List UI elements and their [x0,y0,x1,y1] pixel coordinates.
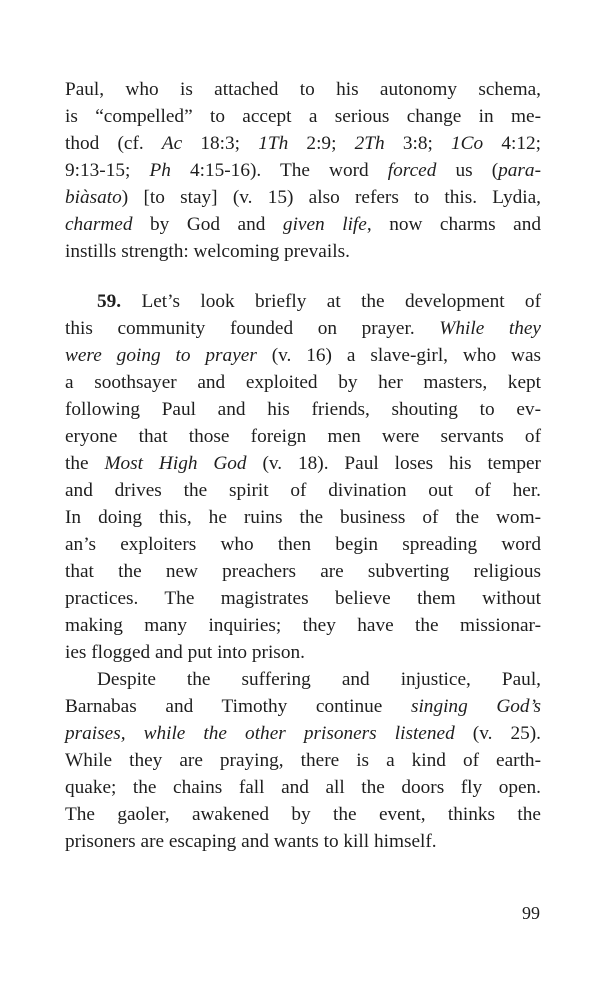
text-line [65,315,541,342]
text-segment: 18:3; [182,133,259,154]
italic-text: forced [387,160,437,181]
text-line [65,157,541,184]
italic-text: praises, while the other prisoners listened [65,723,455,744]
text-segment: an’s exploiters who then begin spreading word [65,534,541,555]
text-line [65,76,541,103]
text-segment: quake; the chains fall and all the doors fly open. [65,777,541,798]
text-line [65,396,541,423]
text-line [65,504,541,531]
italic-text: were going to prayer [65,345,257,366]
italic-text: given life [282,214,367,235]
paragraph [65,76,541,265]
text-line [65,585,541,612]
text-segment: us ( [436,160,499,181]
text-segment: Barnabas and Timothy continue [65,696,411,717]
text-segment: , now charms and [366,214,541,235]
text-segment: ies flogged and put into prison. [65,642,305,663]
text-segment: Let’s look briefly at the development of [121,291,541,312]
text-segment: prisoners are escaping and wants to kill himself. [65,831,437,852]
italic-text: biàsato [65,187,122,208]
italic-text: Ac [161,133,183,154]
italic-text: Ph [149,160,171,181]
italic-text: charmed [65,214,133,235]
text-segment: Paul, who is attached to his autonomy schema, [65,79,541,100]
text-segment: 2:9; [288,133,355,154]
text-segment: by God and [132,214,283,235]
text-line [65,369,541,396]
section-number: 59. [97,291,122,312]
text-line [65,130,541,157]
paragraph [65,288,541,666]
text-line [65,531,541,558]
text-segment: that the new preachers are subverting religious [65,561,541,582]
text-line [65,342,541,369]
text-segment: 9:13-15; [65,160,150,181]
text-segment: a soothsayer and exploited by her masters, kept [65,372,541,393]
text-segment: following Paul and his friends, shouting to ev- [65,399,541,420]
text-segment: ) [to stay] (v. 15) also refers to this. Lydia, [121,187,541,208]
italic-text: Most High God [104,453,247,474]
text-segment: is “compelled” to accept a serious change in me- [65,106,541,127]
italic-text: para- [498,160,541,181]
text-segment: (v. 16) a slave-girl, who was [256,345,542,366]
italic-text: singing God’s [410,696,542,717]
text-line [65,774,541,801]
text-segment: While they are praying, there is a kind of earth- [65,750,541,771]
text-segment: (v. 18). Paul loses his temper [246,453,541,474]
text-line [65,423,541,450]
page-body [65,76,541,878]
text-line [65,211,541,238]
text-segment: and drives the spirit of divination out of her. [65,480,541,501]
text-line [65,184,541,211]
text-segment: In doing this, he ruins the business of the wom- [65,507,541,528]
text-line [65,288,541,315]
text-segment: 4:12; [483,133,541,154]
italic-text: While they [439,318,541,339]
text-segment: The gaoler, awakened by the event, thinks the [65,804,541,825]
text-segment: instills strength: welcoming prevails. [65,241,350,262]
text-line [65,612,541,639]
italic-text: 1Co [451,133,484,154]
italic-text: 2Th [354,133,385,154]
text-line [65,828,541,855]
text-segment: this community founded on prayer. [65,318,440,339]
text-line [65,720,541,747]
page-number: 99 [522,903,540,923]
text-line [65,558,541,585]
text-segment: 3:8; [384,133,452,154]
text-segment: making many inquiries; they have the missionar- [65,615,541,636]
text-line [65,639,541,666]
text-line [65,801,541,828]
text-segment: Despite the suffering and injustice, Paul, [97,669,541,690]
paragraph [65,666,541,855]
text-segment: thod (cf. [65,133,162,154]
text-segment: the [65,453,105,474]
text-line [65,666,541,693]
text-line [65,747,541,774]
text-line [65,450,541,477]
text-segment: practices. The magistrates believe them without [65,588,541,609]
text-line [65,238,541,265]
text-line [65,693,541,720]
text-segment: (v. 25). [454,723,542,744]
text-line [65,477,541,504]
text-segment: 4:15-16). The word [170,160,388,181]
text-line [65,103,541,130]
text-segment: eryone that those foreign men were servants of [65,426,541,447]
italic-text: 1Th [258,133,289,154]
